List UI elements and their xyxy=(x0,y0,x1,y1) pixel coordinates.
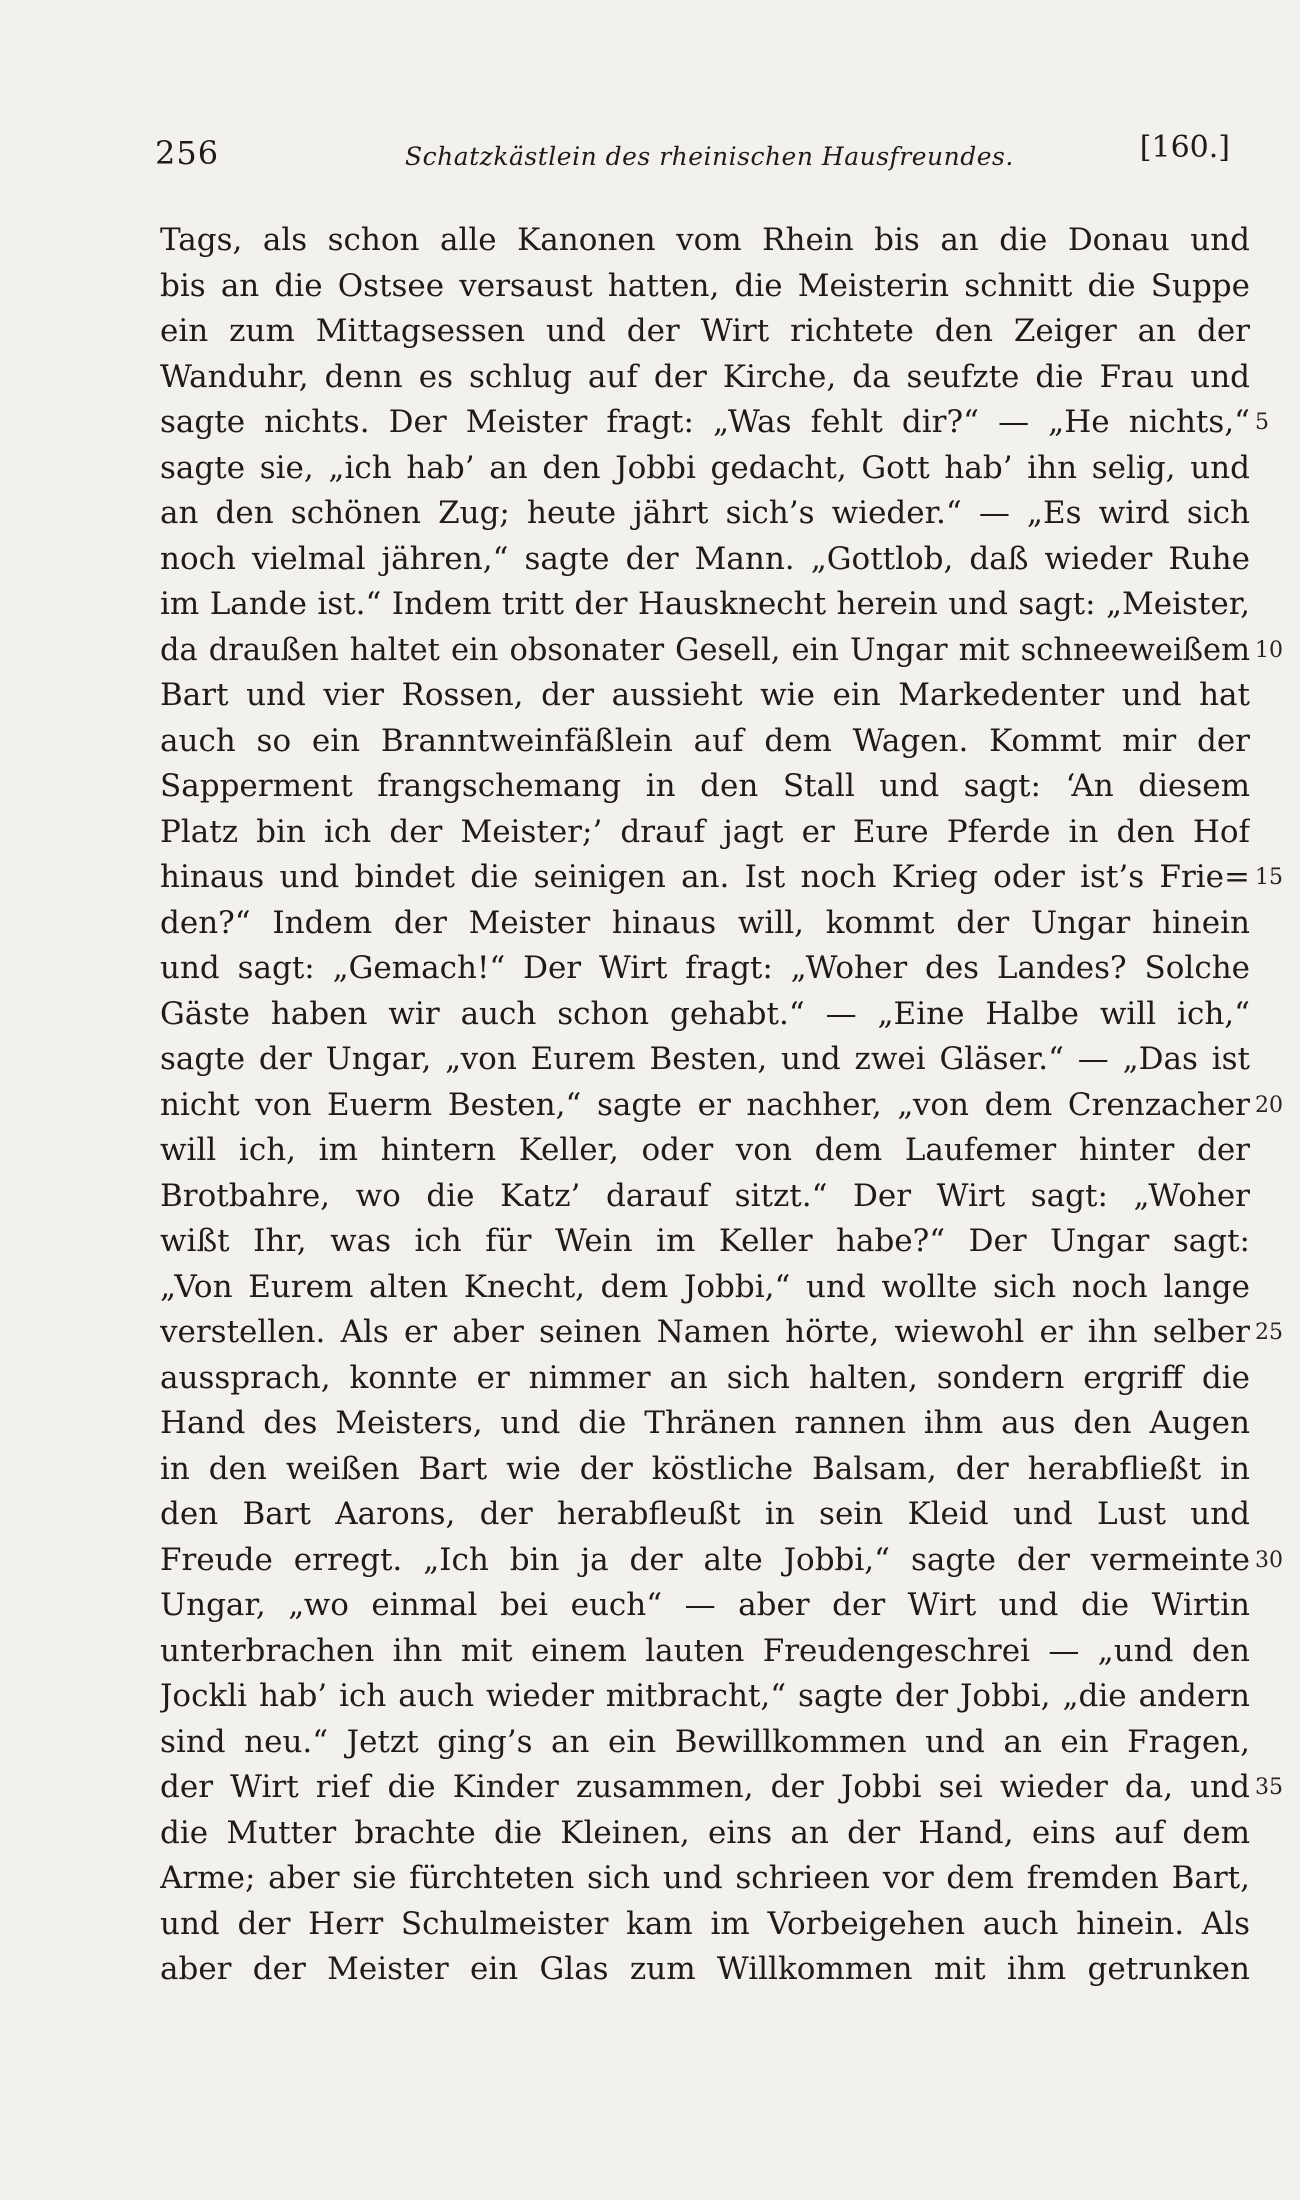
text-line xyxy=(160,400,1269,446)
text-line xyxy=(160,764,1250,810)
text-line xyxy=(160,1902,1250,1948)
running-title: Schatzkästlein des rheinischen Hausfreundes. xyxy=(405,142,1014,171)
line-text: Bart und vier Rossen, der aussieht wie ein Markedenter und hat xyxy=(160,677,1250,713)
line-text: bis an die Ostsee versaust hatten, die Meisterin schnitt die Suppe xyxy=(160,267,1250,304)
text-line xyxy=(160,1128,1250,1174)
text-line xyxy=(160,1447,1250,1493)
line-text: wißt Ihr, was ich für Wein im Keller habe?“ Der Ungar sagt: xyxy=(160,1223,1250,1259)
line-text: „Von Eurem alten Knecht, dem Jobbi,“ und wollte sich noch lange xyxy=(160,1268,1250,1305)
text-line xyxy=(160,309,1250,355)
line-text: und sagt: „Gemach!“ Der Wirt fragt: „Woher des Landes? Solche xyxy=(160,950,1250,986)
line-text: Gäste haben wir auch schon gehabt.“ — „Eine Halbe will ich,“ xyxy=(160,995,1250,1032)
line-text: Wanduhr, denn es schlug auf der Kirche, da seufzte die Frau und xyxy=(160,358,1250,395)
text-line xyxy=(160,1947,1250,1993)
text-line xyxy=(160,1538,1283,1584)
text-line xyxy=(160,901,1250,947)
text-line xyxy=(160,1583,1250,1629)
line-number: 35 xyxy=(1255,1775,1283,1800)
page-header xyxy=(155,128,1230,178)
line-number: 10 xyxy=(1255,637,1283,663)
line-text: aber der Meister ein Glas zum Willkommen mit ihm getrunken xyxy=(160,1951,1250,1987)
line-text: Ungar, „wo einmal bei euch“ — aber der Wirt und die Wirtin xyxy=(160,1587,1250,1623)
line-number: 30 xyxy=(1255,1547,1283,1573)
text-line xyxy=(160,446,1250,492)
text-line xyxy=(160,1492,1250,1538)
text-line xyxy=(160,537,1250,583)
text-line xyxy=(160,1265,1250,1311)
line-text: Arme; aber sie fürchteten sich und schrieen vor dem fremden Bart, xyxy=(160,1860,1250,1896)
line-number: 15 xyxy=(1255,865,1283,890)
line-text: sagte sie, „ich hab’ an den Jobbi gedacht, Gott hab’ ihn selig, und xyxy=(160,449,1250,486)
text-line xyxy=(160,673,1250,719)
text-line xyxy=(160,1356,1250,1402)
line-text: nicht von Euerm Besten,“ sagte er nachher, „von dem Crenzacher xyxy=(160,1086,1250,1123)
line-text: sagte nichts. Der Meister fragt: „Was fehlt dir?“ — „He nichts,“ xyxy=(160,404,1250,440)
line-text: sagte der Ungar, „von Eurem Besten, und zwei Gläser.“ — „Das ist xyxy=(160,1041,1250,1077)
line-text: hinaus und bindet die seinigen an. Ist noch Krieg oder ist’s Frie= xyxy=(160,859,1250,895)
line-text: auch so ein Branntweinfäßlein auf dem Wagen. Kommt mir der xyxy=(160,722,1250,759)
line-number: 20 xyxy=(1255,1092,1283,1118)
text-line xyxy=(160,1219,1250,1265)
line-text: der Wirt rief die Kinder zusammen, der Jobbi sei wieder da, und xyxy=(160,1769,1250,1805)
line-text: aussprach, konnte er nimmer an sich halten, sondern ergriff die xyxy=(160,1359,1250,1396)
line-number: 5 xyxy=(1255,410,1269,435)
page-number: 256 xyxy=(155,134,220,172)
line-text: den?“ Indem der Meister hinaus will, kommt der Ungar hinein xyxy=(160,904,1250,941)
line-text: verstellen. Als er aber seinen Namen hörte, wiewohl er ihn selber xyxy=(160,1314,1250,1350)
line-text: den Bart Aarons, der herabfleußt in sein Kleid und Lust und xyxy=(160,1496,1250,1532)
body-text xyxy=(160,218,1283,1993)
text-line xyxy=(160,1037,1250,1083)
line-text: Platz bin ich der Meister;’ drauf jagt er Eure Pferde in den Hof xyxy=(160,813,1250,850)
text-line xyxy=(160,1811,1250,1857)
line-text: Brotbahre, wo die Katz’ darauf sitzt.“ Der Wirt sagt: „Woher xyxy=(160,1177,1250,1214)
text-line xyxy=(160,946,1250,992)
text-line xyxy=(160,1765,1283,1811)
line-text: in den weißen Bart wie der köstliche Balsam, der herabfließt in xyxy=(160,1450,1250,1487)
text-line xyxy=(160,218,1250,264)
line-text: ein zum Mittagsessen und der Wirt richtete den Zeiger an der xyxy=(160,313,1250,349)
text-line xyxy=(160,628,1283,674)
text-line xyxy=(160,264,1250,310)
signature-mark: [160.] xyxy=(1139,130,1230,165)
line-number: 25 xyxy=(1255,1320,1283,1345)
line-text: da draußen haltet ein obsonater Gesell, ein Ungar mit schneeweißem xyxy=(160,632,1250,668)
line-text: und der Herr Schulmeister kam im Vorbeigehen auch hinein. Als xyxy=(160,1905,1250,1942)
text-line xyxy=(160,1174,1250,1220)
text-line xyxy=(160,810,1250,856)
text-line xyxy=(160,1310,1283,1356)
text-line xyxy=(160,1674,1250,1720)
line-text: Tags, als schon alle Kanonen vom Rhein bis an die Donau und xyxy=(160,222,1250,258)
line-text: will ich, im hintern Keller, oder von dem Laufemer hinter der xyxy=(160,1132,1250,1168)
text-line xyxy=(160,719,1250,765)
text-line xyxy=(160,582,1250,628)
text-line xyxy=(160,355,1250,401)
line-text: Sapperment frangschemang in den Stall und sagt: ‘An diesem xyxy=(160,768,1250,804)
line-text: an den schönen Zug; heute jährt sich’s wieder.“ — „Es wird sich xyxy=(160,495,1250,531)
line-text: noch vielmal jähren,“ sagte der Mann. „Gottlob, daß wieder Ruhe xyxy=(160,540,1250,577)
text-line xyxy=(160,1856,1250,1902)
text-line xyxy=(160,491,1250,537)
text-line xyxy=(160,855,1283,901)
text-line xyxy=(160,992,1250,1038)
line-text: Hand des Meisters, und die Thränen rannen ihm aus den Augen xyxy=(160,1405,1250,1441)
line-text: die Mutter brachte die Kleinen, eins an der Hand, eins auf dem xyxy=(160,1814,1250,1851)
line-text: Freude erregt. „Ich bin ja der alte Jobbi,“ sagte der vermeinte xyxy=(160,1541,1250,1578)
text-line xyxy=(160,1401,1250,1447)
line-text: Jockli hab’ ich auch wieder mitbracht,“ sagte der Jobbi, „die andern xyxy=(160,1678,1250,1714)
text-line xyxy=(160,1083,1283,1129)
text-line xyxy=(160,1720,1250,1766)
line-text: sind neu.“ Jetzt ging’s an ein Bewillkommen und an ein Fragen, xyxy=(160,1723,1250,1760)
text-line xyxy=(160,1629,1250,1675)
line-text: im Lande ist.“ Indem tritt der Hausknecht herein und sagt: „Meister, xyxy=(160,586,1250,622)
line-text: unterbrachen ihn mit einem lauten Freudengeschrei — „und den xyxy=(160,1632,1250,1669)
